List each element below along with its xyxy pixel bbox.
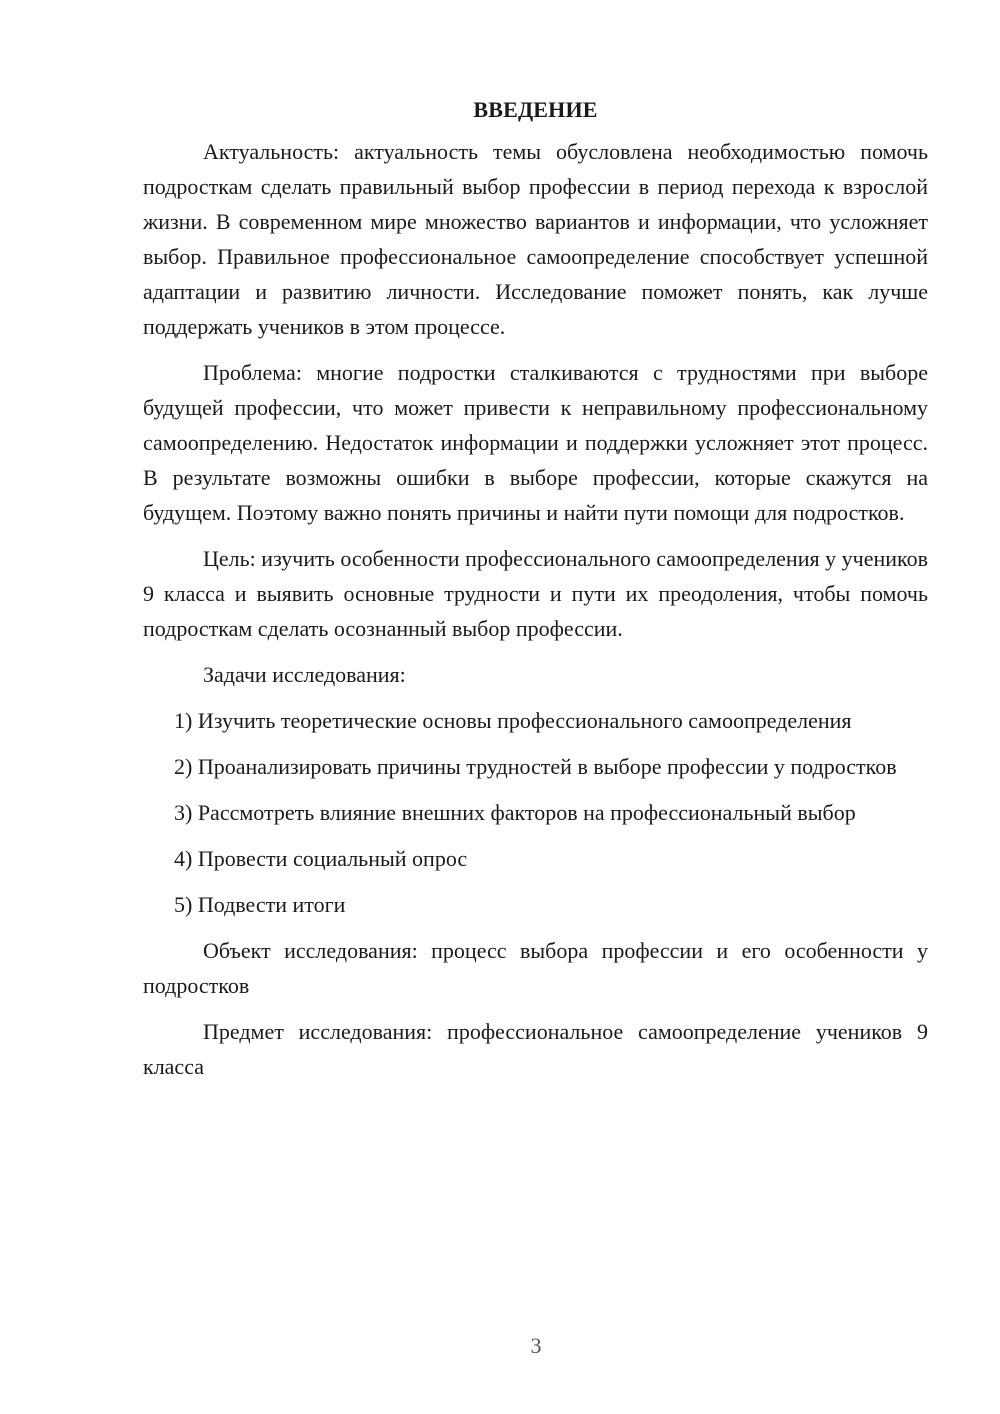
relevance-paragraph: Актуальность: актуальность темы обусловлена необходимостью помочь подросткам сделать правильный выбор профессии в период перехода к взрослой жизни. В современном мире множество вариантов и информации, что усложняет выбор. Правильное профессиональное самоопределение способствует успешной адаптации и развитию личности. Исследование поможет понять, как лучше поддержать учеников в этом процессе. [143,139,928,339]
task-item-1: 1) Изучить теоретические основы профессионального самоопределения [174,708,852,733]
page-number: 3 [530,1333,542,1358]
task-item-5: 5) Подвести итоги [174,892,346,917]
task-item-2: 2) Проанализировать причины трудностей в выборе профессии у подростков [174,754,897,779]
goal-paragraph: Цель: изучить особенности профессионального самоопределения у учеников 9 класса и выявить основные трудности и пути их преодоления, чтобы помочь подросткам сделать осознанный выбор профессии. [143,546,928,641]
page-content [143,92,928,1095]
task-item-3: 3) Рассмотреть влияние внешних факторов на профессиональный выбор [174,800,856,825]
object-paragraph: Объект исследования: процесс выбора профессии и его особенности у подростков [143,938,928,998]
tasks-heading: Задачи исследования: [203,662,406,687]
page-title: ВВЕДЕНИЕ [473,97,598,122]
task-item-4: 4) Провести социальный опрос [174,846,468,871]
problem-paragraph: Проблема: многие подростки сталкиваются с трудностями при выборе будущей профессии, что может привести к неправильному профессиональному самоопределению. Недостаток информации и поддержки усложняет этот процесс. В результате возможны ошибки в выборе профессии, которые скажутся на будущем. Поэтому важно понять причины и найти пути помощи для подростков. [143,360,928,525]
subject-paragraph: Предмет исследования: профессиональное самоопределение учеников 9 класса [143,1019,928,1079]
